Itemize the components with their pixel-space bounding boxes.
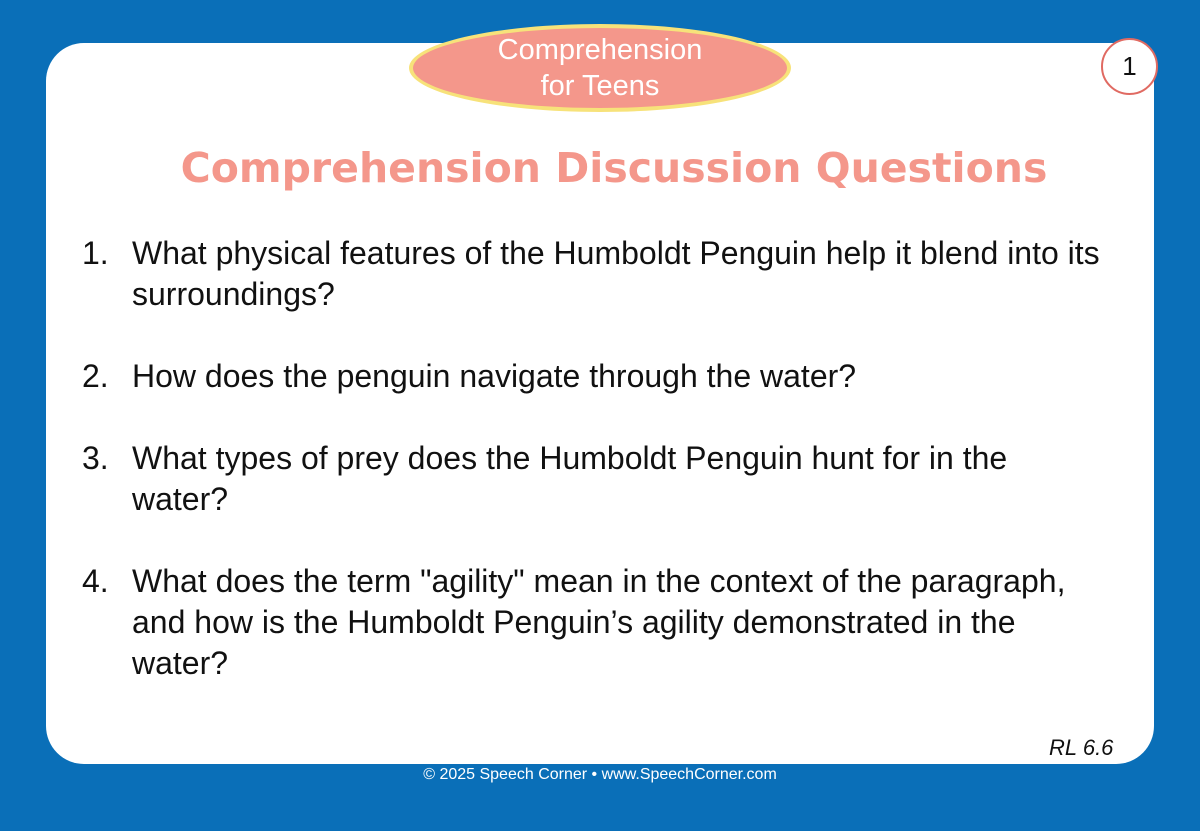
series-badge-line2: for Teens — [540, 70, 660, 102]
question-item-1 — [82, 233, 1102, 315]
question-text: How does the penguin navigate through the water? — [132, 358, 857, 394]
standard-code: RL 6.6 — [1049, 735, 1114, 760]
question-text: What physical features of the Humboldt Penguin help it blend into its surroundings? — [132, 235, 1100, 312]
copyright-footer: © 2025 Speech Corner • www.SpeechCorner.com — [423, 766, 777, 783]
question-number: 2. — [82, 358, 109, 394]
series-badge — [409, 24, 791, 112]
series-badge-line1: Comprehension — [497, 34, 703, 66]
question-text: What does the term "agility" mean in the context of the paragraph, and how is the Humboldt Penguin’s agility demonstrated in the water? — [132, 563, 1066, 681]
question-item-4 — [82, 561, 1102, 684]
question-number: 4. — [82, 563, 109, 599]
question-item-3 — [82, 438, 1102, 520]
page-number-badge: 1 — [1101, 38, 1158, 95]
question-number: 3. — [82, 440, 109, 476]
question-list — [82, 233, 1102, 725]
question-number: 1. — [82, 235, 109, 271]
page-title: Comprehension Discussion Questions — [180, 144, 1048, 192]
question-item-2 — [82, 356, 1102, 397]
question-text: What types of prey does the Humboldt Penguin hunt for in the water? — [132, 440, 1008, 517]
